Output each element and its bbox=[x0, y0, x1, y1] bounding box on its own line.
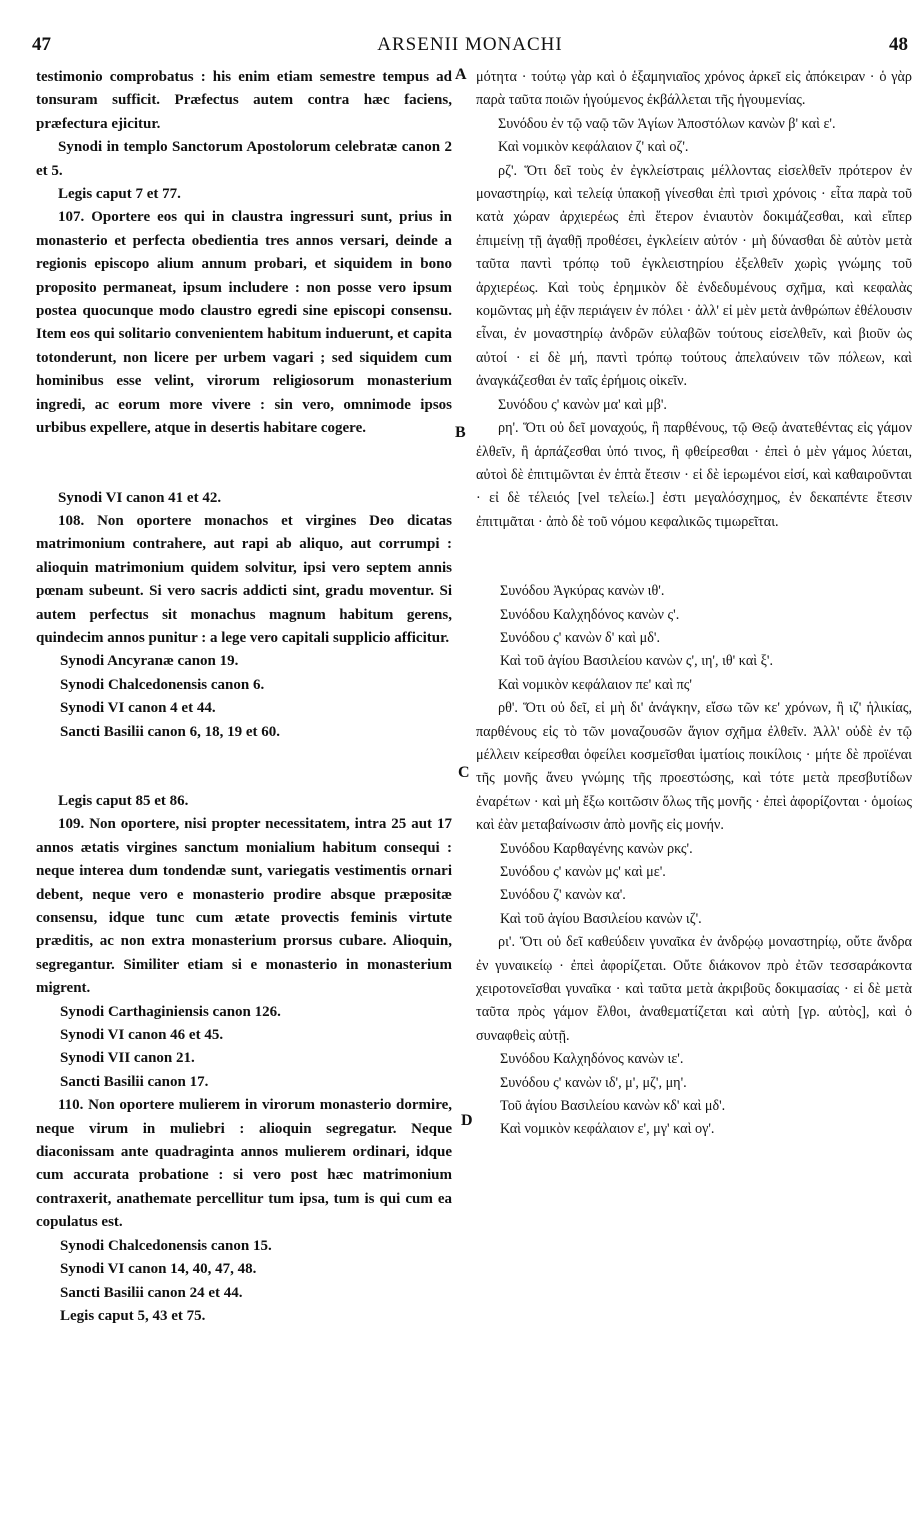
citation: Καὶ νομικὸν κεφάλαιον ε', μγ' καὶ ογ'. bbox=[500, 1121, 715, 1138]
paragraph: μότητα · τούτῳ γὰρ καὶ ὁ ἑξαμηνιαῖος χρόνος ἀρκεῖ εἰς ἀπόκειραν · ὁ γὰρ παρὰ ταῦτα ποιῶν ἡγούμενος ἐκβάλλεται τῆς ἡγουμενίας. bbox=[476, 69, 912, 109]
canon-paragraph-108: 108. Non oportere monachos et virgines Deo dicatas matrimonium contrahere, aut rapi ab aliquo, aut corrumpi : alioquin matrimonium quidem solvitur, ipsi vero septem annis pœnam subeunt. Si vero sacris addicti sint, gradu moventur. Si autem perfectus sit monachus magnum habitum gerens, quindecim annos punitur : a lege vero capitali supplicio afficitur. bbox=[36, 512, 452, 646]
citation: Legis caput 7 et 77. bbox=[58, 186, 181, 203]
citation: Synodi VI canon 14, 40, 47, 48. bbox=[60, 1261, 257, 1278]
greek-column bbox=[476, 66, 912, 1142]
canon-paragraph-107: ρζ'. Ὅτι δεῖ τοὺς ἐν ἐγκλείστραις μέλλοντας εἰσελθεῖν πρότερον ἐν μοναστηρίῳ, καὶ τελείᾳ ὑπακοῇ γίνεσθαι ἐπὶ τρισὶ χρόνοις · εἶτα παρὰ τοῦ κατὰ χώραν ἀρχιερέως ἐπὶ ἕτερον ἐνιαυτὸν δοκιμάζεσθαι, καὶ εἴπερ ἐπιμείνῃ τῇ ἀγαθῇ προθέσει, ἐγκλείειν αὐτόν · μὴ δύνασθαι δὲ αὐτὸν μετὰ ταῦτα παντὶ τρόπῳ τοῦ ἐγκλειστηρίου ἐξελθεῖν χωρὶς γνώμης τοῦ ἀρχιερέως. Καὶ τοὺς ἐρημικὸν δὲ ἐνδεδυμένους σχῆμα, καὶ κεφαλὰς κομῶντας μὴ ἐᾷν περιάγειν ἐν πόλει · ἀλλ' εἰ μὲν μετὰ ἀνθρώπων ἐθέλουσιν εἶναι, ἐν μοναστηρίῳ ἀνδρῶν εὐλαβῶν τούτους εἰσελθεῖν, καὶ βιοῦν ὡς αὐτοί · εἰ δὲ μή, παντὶ τρόπῳ τούτους ἀπελαύνειν τῶν πόλεων, καὶ ἀναγκάζεσθαι ἐν ταῖς ἐρήμοις οἰκεῖν. bbox=[476, 162, 912, 390]
running-header bbox=[32, 30, 908, 56]
citation: Synodi Ancyranæ canon 19. bbox=[60, 653, 239, 670]
citation: Συνόδου Καλχηδόνος κανὼν ς'. bbox=[500, 606, 680, 623]
citation: Συνόδου Καλχηδόνος κανὼν ιε'. bbox=[500, 1051, 684, 1068]
citation: Συνόδου ς' κανὼν μα' καὶ μβ'. bbox=[498, 396, 667, 413]
citation: Καὶ τοῦ ἁγίου Βασιλείου κανὼν ιζ'. bbox=[500, 910, 702, 927]
citation: Καὶ τοῦ ἁγίου Βασιλείου κανὼν ς', ιη', ιθ' καὶ ξ'. bbox=[500, 653, 774, 670]
citation: Synodi Carthaginiensis canon 126. bbox=[60, 1003, 281, 1020]
canon-paragraph-107: 107. Oportere eos qui in claustra ingressuri sunt, prius in monasterio et perfecta obedientia tres annos versari, deinde a regionis episcopo alium annum probari, et siquidem in bono proposito permaneat, ipsum includere : non posse vero ipsum postea quocunque modo claustro egredi sine episcopi consensu. Item eos qui solitario convenientem habitum induerunt, et capita totonderunt, non licere per urbem vagari ; sed siquidem cum hominibus esse velint, virorum religiosorum monasterium ingredi, ac eorum more vivere : sin vero, omnimode ipsos urbibus expellere, atque in desertis habitare cogere. bbox=[36, 209, 452, 437]
citation: Synodi VII canon 21. bbox=[60, 1050, 195, 1067]
citation: Συνόδου Ἀγκύρας κανὼν ιθ'. bbox=[500, 583, 665, 600]
citation: Τοῦ ἁγίου Βασιλείου κανὼν κδ' καὶ μδ'. bbox=[500, 1098, 726, 1115]
citation: Synodi VI canon 4 et 44. bbox=[60, 700, 216, 717]
latin-column bbox=[36, 66, 452, 1328]
citation: Legis caput 5, 43 et 75. bbox=[60, 1307, 206, 1324]
margin-marker-c: C bbox=[458, 764, 470, 781]
citation: Συνόδου ζ' κανὼν κα'. bbox=[500, 887, 626, 904]
canon-paragraph-109: 109. Non oportere, nisi propter necessitatem, intra 25 aut 17 annos ætatis virgines sanctum monialium habitum consequi : neque interea dum tondendæ sunt, variegatis vestimentis ornari debent, neque vero e monasterio prodire absque præpositæ consensu, idque tunc cum ætate provectis feminis virtute præditis, ac non extra monasterium prorsus cubare. Alioquin, segregantur. Similiter etiam si e monasterio in monasterium migrent. bbox=[36, 816, 452, 997]
citation: Συνόδου Καρθαγένης κανὼν ρκς'. bbox=[500, 840, 693, 857]
citation: Synodi VI canon 41 et 42. bbox=[58, 489, 222, 506]
citation: Synodi Chalcedonensis canon 6. bbox=[60, 676, 265, 693]
margin-marker-d: D bbox=[461, 1112, 473, 1129]
paragraph: testimonio comprobatus : his enim etiam semestre tempus ad tonsuram sufficit. Præfectus autem contra hæc faciens, præfectura ejicitur. bbox=[36, 69, 452, 132]
canon-paragraph-108: ρη'. Ὅτι οὐ δεῖ μοναχούς, ἢ παρθένους, τῷ Θεῷ ἀνατεθέντας εἰς γάμον ἐλθεῖν, ἢ ἁρπάζεσθαι ὑπό τινος, ἢ φθείρεσθαι · ἐπεὶ ὁ μὲν γάμος λύεται, αὐτοὶ δὲ ἐπιτιμῶνται ἐν ἑπτὰ ἔτεσιν · εἰ δὲ ἱερωμένοι εἰσί, καὶ καθαιροῦνται · εἰ δὲ τέλειός [vel τελείω.] ἐστι μεγαλόσχημος, ἐν δεκαπέντε ἔτεσιν ἐπιτιμᾶται · ἀπὸ δὲ τοῦ νόμου κεφαλικῶς τιμωρεῖται. bbox=[476, 420, 912, 530]
citation: Συνόδου ἐν τῷ ναῷ τῶν Ἁγίων Ἀποστόλων κανὼν β' καὶ ε'. bbox=[498, 115, 836, 132]
citation: Sancti Basilii canon 6, 18, 19 et 60. bbox=[60, 723, 281, 740]
citation: Synodi in templo Sanctorum Apostolorum celebratæ canon 2 et 5. bbox=[36, 139, 452, 179]
citation: Συνόδου ς' κανὼν ιδ', μ', μζ', μη'. bbox=[500, 1074, 687, 1091]
citation: Sancti Basilii canon 17. bbox=[60, 1073, 209, 1090]
running-title: ARSENII MONACHI bbox=[377, 34, 563, 55]
canon-paragraph-109: ρθ'. Ὅτι οὐ δεῖ, εἰ μὴ δι' ἀνάγκην, εἴσω τῶν κε' χρόνων, ἢ ιζ' ἡλικίας, παρθένους εἰς τὸ τῶν μοναζουσῶν ἅγιον σχῆμα ἐλθεῖν. Ἀλλ' οὐδὲ ἐν τῷ μέλλειν κείρεσθαι ὀφείλει κοσμεῖσθαι ἱματίοις ποικίλοις · μήτε δὲ προϊέναι τῆς μονῆς ἄνευ γνώμης τῆς προεστώσης, καὶ τότε μετὰ πρεσβυτίδων ἐναρέτων · καὶ μὴ ἔξω κοιτῶσιν ὅλως τῆς μονῆς · ἐπεὶ ἀφορίζονται · ὁμοίως καὶ ἐὰν μεταβαίνωσιν ἀπὸ μονῆς εἰς μονήν. bbox=[476, 700, 912, 834]
margin-marker-b: B bbox=[455, 424, 466, 441]
page-number-right: 48 bbox=[889, 34, 908, 55]
canon-paragraph-110: 110. Non oportere mulierem in virorum monasterio dormire, neque virum in muliebri : alioquin segregatur. Neque diaconissam ante quadraginta annos mulierem ordinari, idque cum accurata probatione : si vero post hæc matrimonium contraxerit, anathemate percellitur tum ipsa, tum is qui cum ea copulatus est. bbox=[36, 1097, 452, 1231]
citation: Synodi Chalcedonensis canon 15. bbox=[60, 1237, 272, 1254]
canon-paragraph-110: ρι'. Ὅτι οὐ δεῖ καθεύδειν γυναῖκα ἐν ἀνδρῴῳ μοναστηρίῳ, οὔτε ἄνδρα ἐν γυναικείῳ · ἐπεὶ ἀφορίζεται. Οὔτε διάκονον πρὸ ἐτῶν τεσσαράκοντα χειροτονεῖσθαι γυναῖκα · καὶ ταῦτα μετὰ ἀκριβοῦς δοκιμασίας · εἰ δὲ μετὰ ταῦτα πρὸς γάμον ἔλθοι, ἀναθεματίζεται καὶ αὐτὴ [γρ. αὐτὸς], καὶ ὁ συναφθεὶς αὐτῇ. bbox=[476, 934, 912, 1044]
citation: Sancti Basilii canon 24 et 44. bbox=[60, 1284, 243, 1301]
margin-marker-a: A bbox=[455, 66, 467, 83]
citation: Καὶ νομικὸν κεφάλαιον πε' καὶ πς' bbox=[498, 676, 692, 693]
page-number-left: 47 bbox=[32, 34, 51, 55]
citation: Συνόδου ς' κανὼν δ' καὶ μδ'. bbox=[500, 629, 661, 646]
citation: Καὶ νομικὸν κεφάλαιον ζ' καὶ οζ'. bbox=[498, 139, 689, 156]
citation: Synodi VI canon 46 et 45. bbox=[60, 1027, 224, 1044]
citation: Legis caput 85 et 86. bbox=[58, 792, 189, 809]
citation: Συνόδου ς' κανὼν μς' καὶ με'. bbox=[500, 864, 666, 880]
